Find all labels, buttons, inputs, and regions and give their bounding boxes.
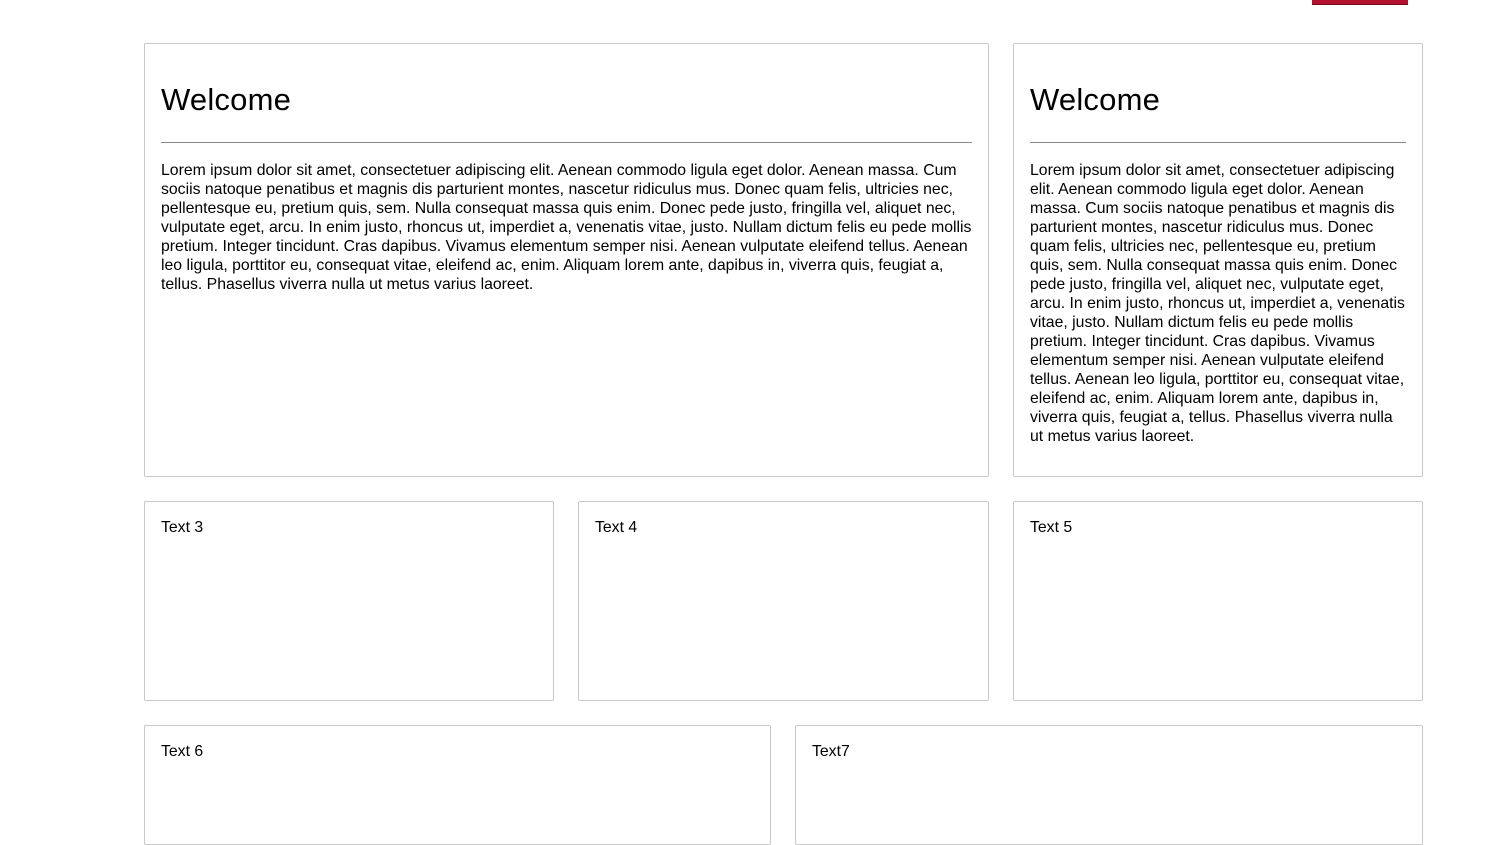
card-label: Text7	[812, 743, 850, 760]
card-body-text: Lorem ipsum dolor sit amet, consectetuer adipiscing elit. Aenean commodo ligula eget dolor. Aenean massa. Cum sociis natoque penatibus et magnis dis parturient montes, nascetur ridiculus mus. Donec quam felis, ultricies nec, pellentesque eu, pretium quis, sem. Nulla consequat massa quis enim. Donec pede justo, fringilla vel, aliquet nec, vulputate eget, arcu. In enim justo, rhoncus ut, imperdiet a, venenatis vitae, justo. Nullam dictum felis eu pede mollis pretium. Integer tincidunt. Cras dapibus. Vivamus elementum semper nisi. Aenean vulputate eleifend tellus. Aenean leo ligula, porttitor eu, consequat vitae, eleifend ac, enim. Aliquam lorem ante, dapibus in, viverra quis, feugiat a, tellus. Phasellus viverra nulla ut metus varius laoreet.	[1030, 162, 1405, 445]
card-body-text: Lorem ipsum dolor sit amet, consectetuer adipiscing elit. Aenean commodo ligula eget dolor. Aenean massa. Cum sociis natoque penatibus et magnis dis parturient montes, nascetur ridiculus mus. Donec quam felis, ultricies nec, pellentesque eu, pretium quis, sem. Nulla consequat massa quis enim. Donec pede justo, fringilla vel, aliquet nec, vulputate eget, arcu. In enim justo, rhoncus ut, imperdiet a, venenatis vitae, justo. Nullam dictum felis eu pede mollis pretium. Integer tincidunt. Cras dapibus. Vivamus elementum semper nisi. Aenean vulputate eleifend tellus. Aenean leo ligula, porttitor eu, consequat vitae, eleifend ac, enim. Aliquam lorem ante, dapibus in, viverra quis, feugiat a, tellus. Phasellus viverra nulla ut metus varius laoreet.	[161, 162, 972, 293]
divider	[161, 142, 972, 143]
text-card-5	[1013, 501, 1423, 701]
card-label: Text 4	[595, 519, 638, 536]
card-label: Text 3	[161, 519, 204, 536]
card-label: Text 6	[161, 743, 204, 760]
text-card-6	[144, 725, 771, 845]
text-card-7	[795, 725, 1423, 845]
header-accent-button[interactable]	[1312, 0, 1408, 5]
card-title: Welcome	[1030, 82, 1161, 117]
welcome-card-main	[144, 43, 989, 477]
card-label: Text 5	[1030, 519, 1073, 536]
divider	[1030, 142, 1406, 143]
card-title: Welcome	[161, 82, 292, 117]
welcome-card-side	[1013, 43, 1423, 477]
text-card-3	[144, 501, 554, 701]
text-card-4	[578, 501, 989, 701]
